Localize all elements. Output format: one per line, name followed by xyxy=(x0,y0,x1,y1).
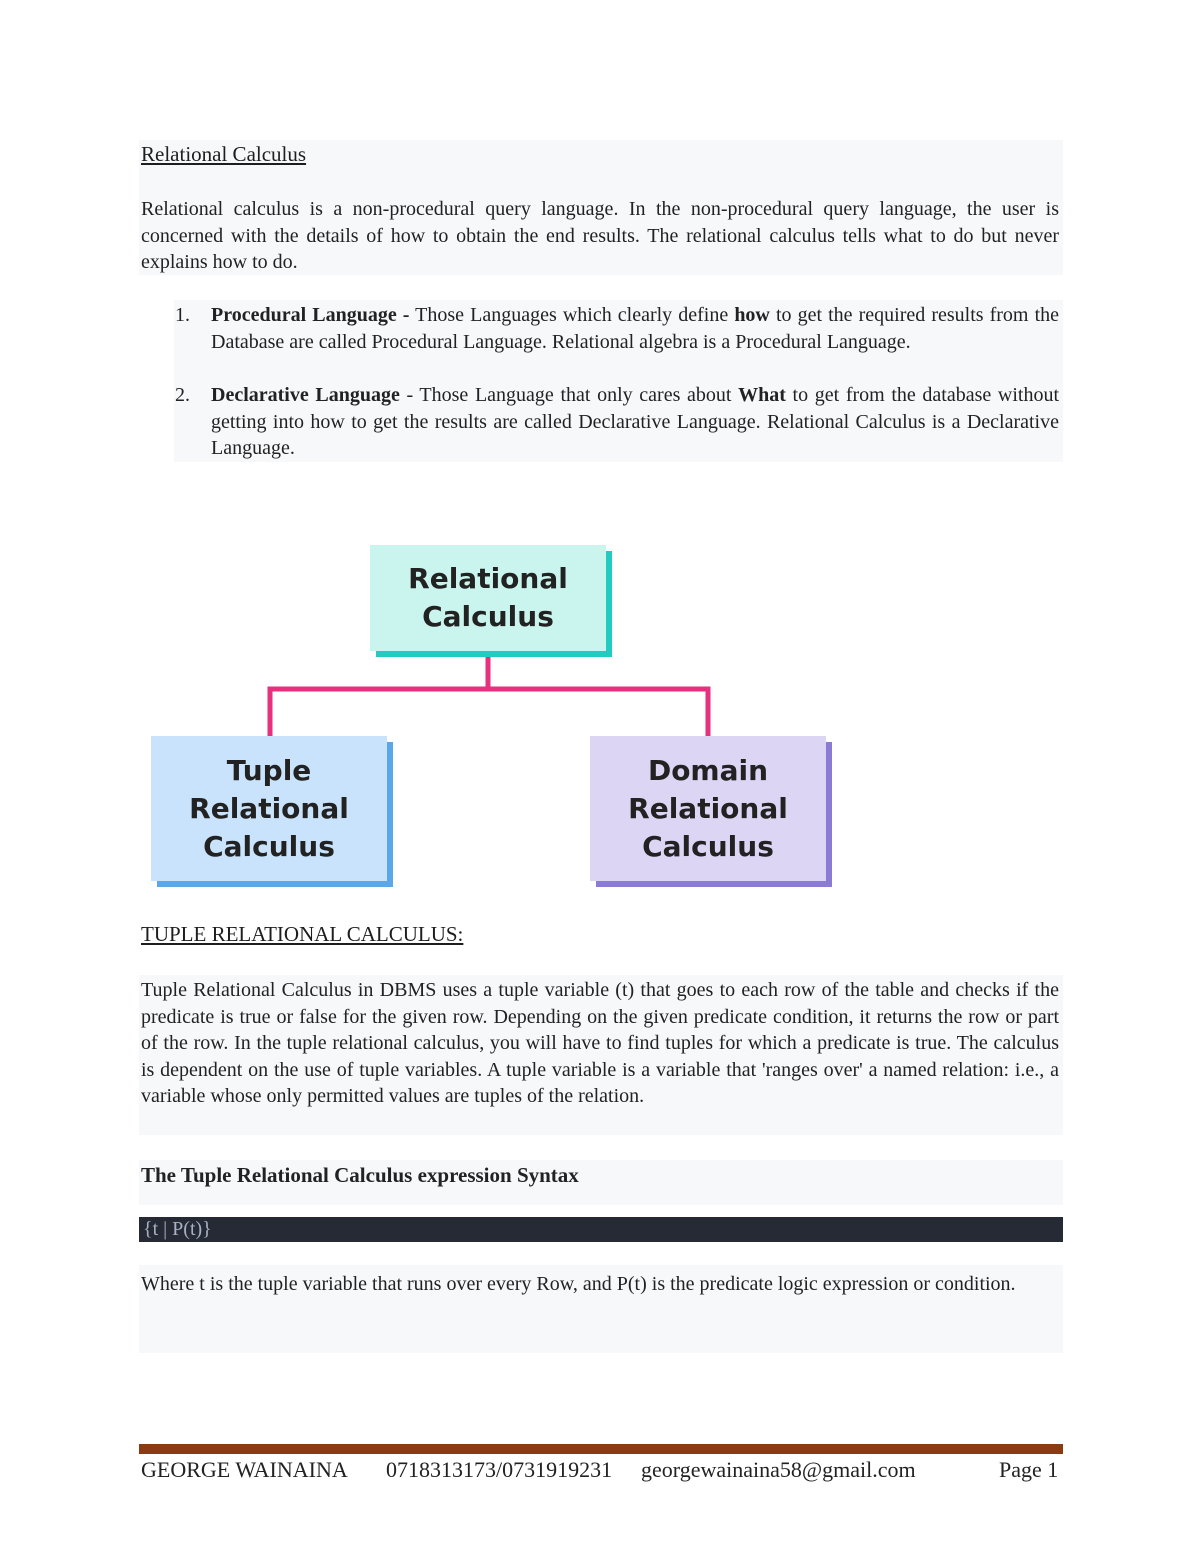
list-text: Those Languages which clearly define xyxy=(409,304,735,326)
connector-line xyxy=(488,689,708,737)
code-block xyxy=(139,1217,1063,1242)
footer-author: GEORGE WAINAINA xyxy=(141,1457,348,1482)
section-title: Relational Calculus xyxy=(141,142,307,166)
left-box-label: Tuple Relational Calculus xyxy=(189,753,349,863)
list-term: Declarative Language xyxy=(211,384,400,406)
where-paragraph: Where t is the tuple variable that runs over every Row, and P(t) is the predicate logic expression or condition. xyxy=(141,1273,1016,1295)
footer-page-number: Page 1 xyxy=(999,1457,1059,1482)
list-text: to get the required results from the Database are called Procedural Language. Relational algebra is a Procedural Language. xyxy=(211,304,1059,353)
left-box-tuple-relational-calculus xyxy=(151,736,387,881)
tuple-section-title: TUPLE RELATIONAL CALCULUS: xyxy=(141,922,464,946)
intro-paragraph: Relational calculus is a non-procedural query language. In the non-procedural query language, the user is concerned with the details of how to obtain the end results. The relational calculus tells what to do but never explains how to do. xyxy=(141,198,1059,273)
list-number: 2. xyxy=(175,384,190,406)
syntax-heading: The Tuple Relational Calculus expression Syntax xyxy=(141,1163,579,1187)
list-strong: What xyxy=(738,384,786,406)
connector-line xyxy=(270,656,488,737)
list-term: Procedural Language - xyxy=(211,304,410,326)
right-box-domain-relational-calculus xyxy=(590,736,826,881)
list-text: - Those Language that only cares about xyxy=(399,384,739,406)
footer-phone: 0718313173/0731919231 xyxy=(386,1457,613,1482)
footer-rule xyxy=(139,1444,1063,1454)
right-box-label: Domain Relational Calculus xyxy=(628,753,788,863)
root-box-relational-calculus xyxy=(370,545,606,651)
code-text: {t | P(t)} xyxy=(143,1218,212,1240)
root-box-label: Relational Calculus xyxy=(408,562,568,633)
footer-email: georgewainaina58@gmail.com xyxy=(641,1457,916,1482)
list-text: to get from the database without getting into how to get the results are called Declarative Language. Relational Calculus is a Declarative Language. xyxy=(211,384,1060,459)
list-strong: how xyxy=(734,304,770,326)
list-number: 1. xyxy=(175,304,190,326)
tuple-paragraph: Tuple Relational Calculus in DBMS uses a tuple variable (t) that goes to each row of the table and checks if the predicate is true or false for the given row. Depending on the given predicate condition, it returns the row or part of the row. In the tuple relational calculus, you will have to find tuples for which a predicate is true. The calculus is dependent on the use of tuple variables. A tuple variable is a variable that 'ranges over' a named relation: i.e., a variable whose only permitted values are tuples of the relation. xyxy=(141,979,1059,1107)
